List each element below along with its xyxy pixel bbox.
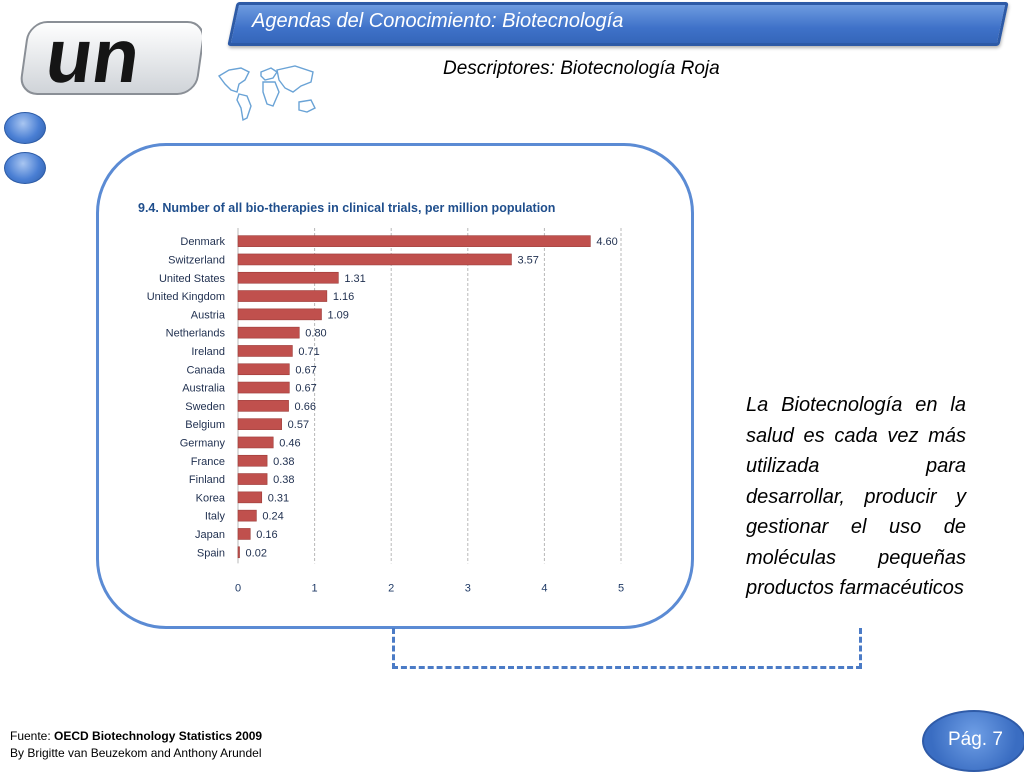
bar xyxy=(238,382,289,393)
bar-value-label: 1.09 xyxy=(327,309,349,322)
category-label: Japan xyxy=(195,528,225,541)
source-name: OECD Biotechnology Statistics 2009 xyxy=(54,729,263,743)
category-label: Italy xyxy=(204,510,225,523)
university-logo xyxy=(18,18,202,100)
bullet-dot-icon xyxy=(4,112,46,144)
bar-value-label: 0.38 xyxy=(273,474,295,487)
category-label: Netherlands xyxy=(165,327,225,340)
bar-value-label: 1.16 xyxy=(332,291,355,304)
bar xyxy=(238,419,282,430)
source-authors: By Brigitte van Beuzekom and Anthony Arundel xyxy=(10,746,262,760)
body-paragraph: La Biotecnología en la salud es cada vez más utilizada para desarrollar, producir y gestionar el uso de moléculas pequeñas productos farmacéuticos xyxy=(746,394,966,599)
category-label: Sweden xyxy=(185,400,225,413)
bar-value-label: 0.67 xyxy=(295,382,317,395)
bar xyxy=(238,345,292,356)
bar-value-label: 0.46 xyxy=(279,437,301,450)
bar-value-label: 1.31 xyxy=(344,272,366,285)
svg-text:un: un xyxy=(40,18,146,99)
bar-value-label: 0.16 xyxy=(256,528,278,541)
bar xyxy=(238,492,262,503)
bar-chart xyxy=(120,190,640,600)
source-citation xyxy=(10,728,262,762)
bar-value-label: 0.24 xyxy=(262,510,284,523)
category-label: Canada xyxy=(186,364,225,377)
category-label: Switzerland xyxy=(168,254,225,267)
bar xyxy=(238,547,240,558)
x-tick-label: 5 xyxy=(617,582,625,595)
x-tick-label: 3 xyxy=(464,582,471,595)
category-label: France xyxy=(190,455,225,468)
x-tick-label: 2 xyxy=(388,582,395,595)
chart-title: 9.4. Number of all bio-therapies in clinical trials, per million population xyxy=(138,201,556,215)
bar xyxy=(238,510,256,521)
category-label: Belgium xyxy=(185,419,225,432)
bar xyxy=(238,236,590,247)
category-label: Spain xyxy=(196,547,225,560)
world-map-icon xyxy=(215,62,321,129)
bar-value-label: 0.80 xyxy=(305,327,327,340)
category-label: United States xyxy=(158,272,225,285)
bullet-dot-icon xyxy=(4,152,46,184)
category-label: Germany xyxy=(179,437,225,450)
bar-value-label: 0.71 xyxy=(298,345,320,358)
bar-value-label: 0.02 xyxy=(245,547,267,560)
bar xyxy=(238,437,273,448)
bar xyxy=(238,272,338,283)
slide-subtitle: Descriptores: Biotecnología Roja xyxy=(443,58,720,79)
category-label: Finland xyxy=(188,474,225,487)
bar-value-label: 0.57 xyxy=(287,419,310,432)
category-label: Denmark xyxy=(180,236,225,249)
bar-value-label: 4.60 xyxy=(596,236,618,249)
bar-value-label: 0.31 xyxy=(267,492,290,505)
bar xyxy=(238,455,267,466)
category-label: Ireland xyxy=(191,345,225,358)
bar xyxy=(238,291,327,302)
bar-value-label: 3.57 xyxy=(517,254,539,267)
bar-value-label: 0.38 xyxy=(273,455,295,468)
bar xyxy=(238,309,321,320)
category-label: Austria xyxy=(190,309,225,322)
bar-value-label: 0.66 xyxy=(294,400,316,413)
bar xyxy=(238,254,511,265)
bar xyxy=(238,400,289,411)
bar xyxy=(238,528,250,539)
x-tick-label: 0 xyxy=(234,582,242,595)
bar-value-label: 0.67 xyxy=(295,364,317,377)
source-label: Fuente: xyxy=(10,729,55,743)
bar xyxy=(238,364,289,375)
category-label: United Kingdom xyxy=(146,291,225,304)
dashed-connector xyxy=(392,628,862,669)
x-tick-label: 1 xyxy=(311,582,318,595)
bar xyxy=(238,327,299,338)
page-number: Pág. 7 xyxy=(948,729,1003,750)
banner-title: Agendas del Conocimiento: Biotecnología xyxy=(252,10,624,32)
category-label: Korea xyxy=(195,492,225,505)
category-label: Australia xyxy=(182,382,225,395)
x-tick-label: 4 xyxy=(541,582,548,595)
bar xyxy=(238,474,267,485)
